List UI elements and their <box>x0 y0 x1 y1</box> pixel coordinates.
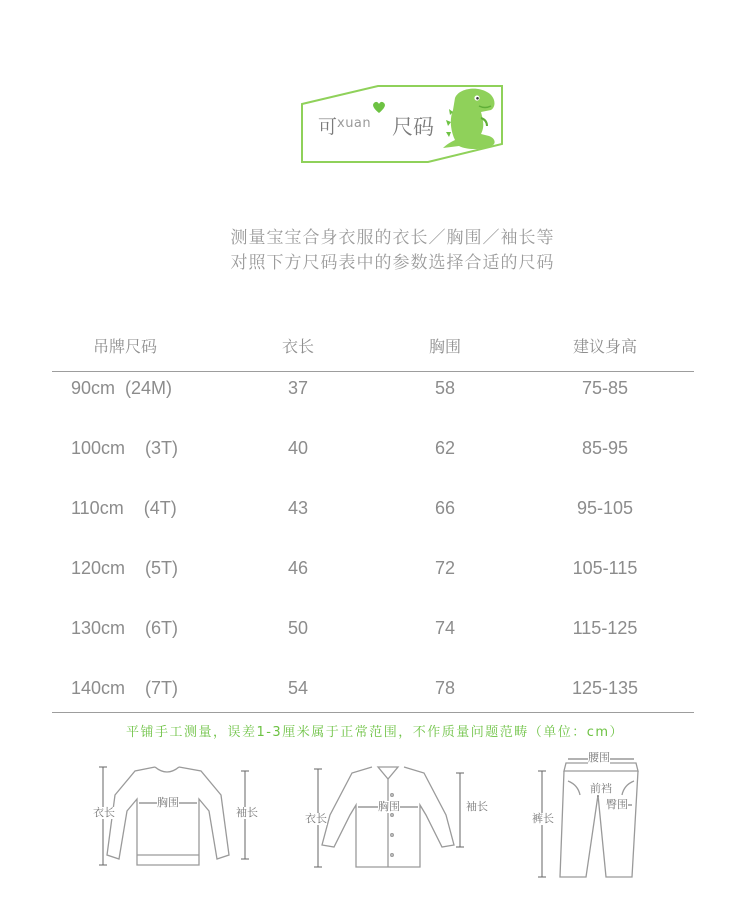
brand-title: 尺码 <box>392 115 434 139</box>
brand-name-en: xuan <box>337 116 372 131</box>
sweater-sleeve-label: 袖长 <box>236 806 258 819</box>
cell-size: 130cm (6T) <box>71 618 179 638</box>
sweater-diagram <box>95 755 270 875</box>
shirt-length-label: 衣长 <box>305 812 327 825</box>
header-height: 建议身高 <box>572 337 637 356</box>
cell-height: 115-125 <box>572 618 638 638</box>
cell-size: 100cm (3T) <box>71 438 179 458</box>
cell-size: 110cm (4T) <box>71 498 177 518</box>
shirt-chest-label: 胸围 <box>378 800 400 813</box>
sweater-chest-label: 胸围 <box>157 796 179 809</box>
cell-height: 105-115 <box>572 558 638 578</box>
cell-length: 54 <box>287 678 309 698</box>
shirt-outline-icon <box>300 755 500 875</box>
cell-chest: 62 <box>434 438 456 458</box>
table-row <box>0 498 750 528</box>
cell-length: 37 <box>287 378 309 398</box>
cell-height: 75-85 <box>581 378 629 398</box>
measurement-note: 平铺手工测量，误差1-3厘米属于正常范围，不作质量问题范畴（单位：cm） <box>125 725 625 740</box>
cell-length: 43 <box>287 498 309 518</box>
cell-chest: 78 <box>434 678 456 698</box>
cell-chest: 72 <box>434 558 456 578</box>
heart-icon <box>372 100 386 114</box>
intro-line-1: 测量宝宝合身衣服的衣长／胸围／袖长等 <box>230 228 555 248</box>
cell-length: 46 <box>287 558 309 578</box>
table-bottom-rule <box>52 712 694 713</box>
shirt-diagram <box>300 755 500 875</box>
header-chest: 胸围 <box>428 337 461 356</box>
header-tag-size: 吊牌尺码 <box>92 337 157 356</box>
shirt-sleeve-label: 袖长 <box>466 800 488 813</box>
intro-line-2: 对照下方尺码表中的参数选择合适的尺码 <box>230 253 555 273</box>
cell-height: 125-135 <box>571 678 639 698</box>
pants-hip-label: 臀围 <box>606 798 628 811</box>
table-row <box>0 678 750 708</box>
table-top-rule <box>52 371 694 372</box>
pants-diagram <box>528 751 658 880</box>
cell-chest: 74 <box>434 618 456 638</box>
pants-length-label: 裤长 <box>532 812 554 825</box>
table-row <box>0 618 750 648</box>
cell-size: 120cm (5T) <box>71 558 179 578</box>
cell-chest: 58 <box>434 378 456 398</box>
cell-height: 95-105 <box>576 498 634 518</box>
sweater-length-label: 衣长 <box>93 806 115 819</box>
cell-length: 40 <box>287 438 309 458</box>
cell-size: 140cm (7T) <box>71 678 179 698</box>
cell-height: 85-95 <box>581 438 629 458</box>
green-dinosaur-icon <box>437 84 507 156</box>
brand-name-cn: 可 <box>318 116 338 138</box>
header-length: 衣长 <box>281 337 314 356</box>
pants-rise-label: 前裆 <box>590 782 612 795</box>
cell-length: 50 <box>287 618 309 638</box>
table-row <box>0 558 750 588</box>
table-row <box>0 378 750 408</box>
pants-waist-label: 腰围 <box>588 751 610 764</box>
cell-chest: 66 <box>434 498 456 518</box>
cell-size: 90cm (24M) <box>71 378 173 398</box>
table-row <box>0 438 750 468</box>
